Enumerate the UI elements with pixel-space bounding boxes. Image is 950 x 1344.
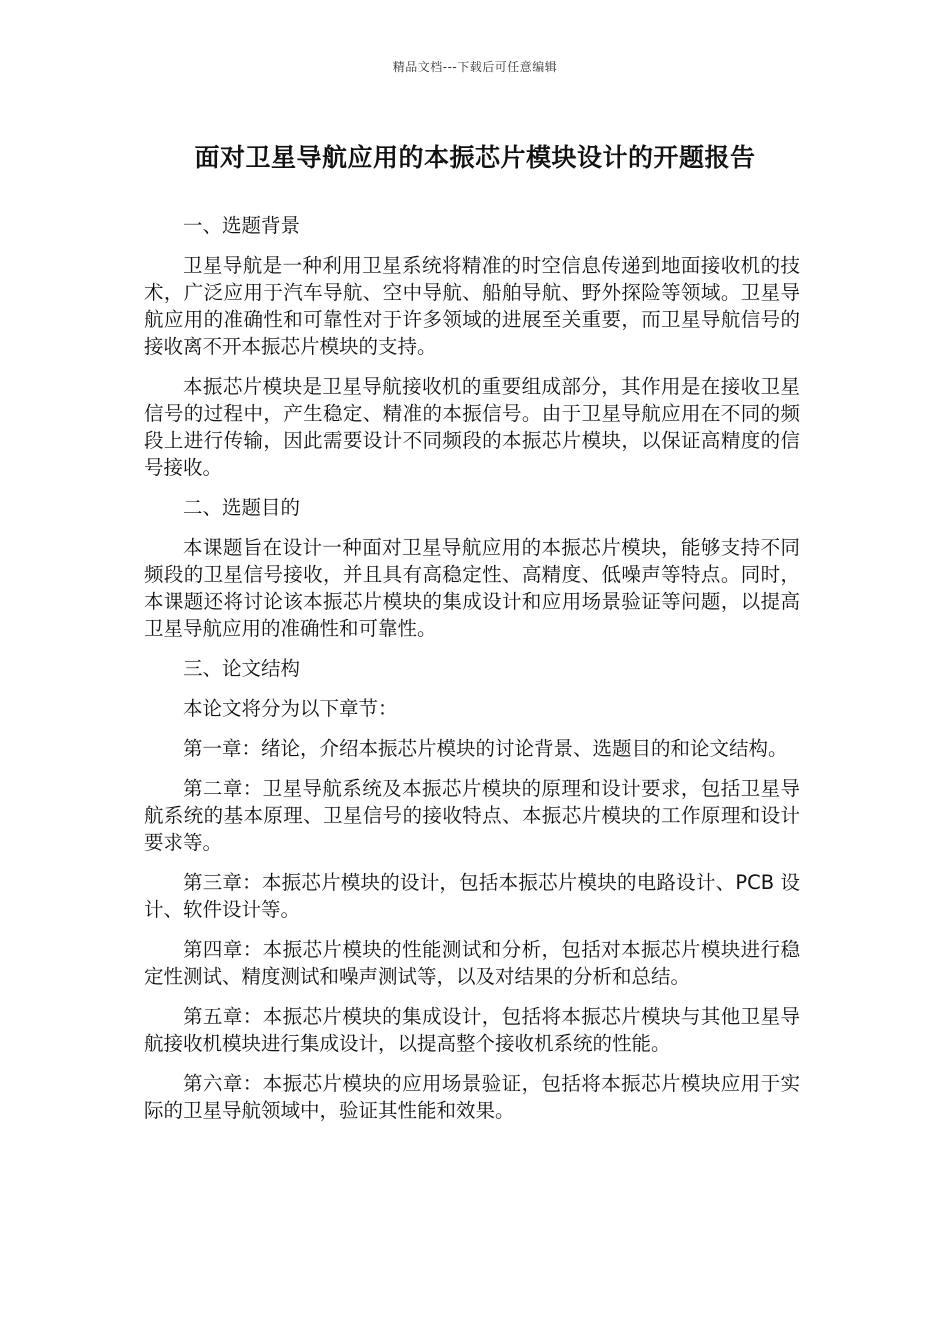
chapter-item: 第四章：本振芯片模块的性能测试和分析，包括对本振芯片模块进行稳定性测试、精度测试和噪声测试等，以及对结果的分析和总结。: [144, 938, 800, 988]
section-background: [144, 212, 800, 481]
section-structure: [144, 655, 800, 1124]
chapter-item: 第二章：卫星导航系统及本振芯片模块的原理和设计要求，包括卫星导航系统的基本原理、卫星信号的接收特点、本振芯片模块的工作原理和设计要求等。: [144, 777, 800, 854]
section-heading: 三、论文结构: [183, 657, 301, 680]
document-body: [144, 212, 800, 1137]
chapter-item: 第六章：本振芯片模块的应用场景验证，包括将本振芯片模块应用于实际的卫星导航领域中，验证其性能和效果。: [144, 1072, 800, 1122]
document-title: 面对卫星导航应用的本振芯片模块设计的开题报告: [194, 143, 756, 172]
paragraph: 本课题旨在设计一种面对卫星导航应用的本振芯片模块，能够支持不同频段的卫星信号接收，并且具有高稳定性、高精度、低噪声等特点。同时，本课题还将讨论该本振芯片模块的集成设计和应用场景验证等问题，以提高卫星导航应用的准确性和可靠性。: [144, 536, 800, 640]
paragraph: 本论文将分为以下章节：: [183, 697, 398, 720]
chapter-item: 第三章：本振芯片模块的设计，包括本振芯片模块的电路设计、PCB 设计、软件设计等。: [144, 871, 800, 921]
header-note: 精品文档---下载后可任意编辑: [392, 60, 558, 74]
chapter-item: 第一章：绪论，介绍本振芯片模块的讨论背景、选题目的和论文结构。: [183, 737, 788, 760]
chapter-item: 第五章：本振芯片模块的集成设计，包括将本振芯片模块与其他卫星导航接收机模块进行集成设计，以提高整个接收机系统的性能。: [144, 1005, 800, 1055]
section-purpose: [144, 494, 800, 642]
paragraph: 卫星导航是一种利用卫星系统将精准的时空信息传递到地面接收机的技术，广泛应用于汽车导航、空中导航、船舶导航、野外探险等领域。卫星导航应用的准确性和可靠性对于许多领域的进展至关重要，而卫星导航信号的接收离不开本振芯片模块的支持。: [144, 254, 800, 358]
section-heading: 一、选题背景: [183, 214, 301, 237]
paragraph: 本振芯片模块是卫星导航接收机的重要组成部分，其作用是在接收卫星信号的过程中，产生稳定、精准的本振信号。由于卫星导航应用在不同的频段上进行传输，因此需要设计不同频段的本振芯片模块，以保证高精度的信号接收。: [144, 375, 800, 479]
section-heading: 二、选题目的: [183, 496, 301, 519]
